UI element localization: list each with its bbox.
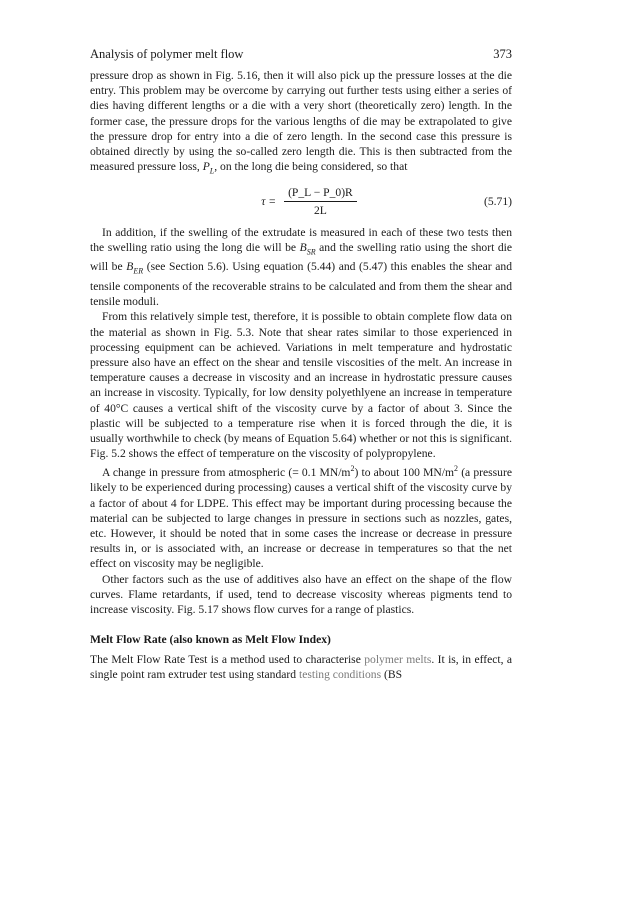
equation-formula [90,185,464,218]
paragraph-6: The Melt Flow Rate Test is a method used to characterise polymer melts. It is, in effect, a single point ram extruder test using standard testing conditions (BS [90,652,513,681]
equation-denominator: 2L [313,204,327,218]
paragraph-1: pressure drop as shown in Fig. 5.16, then it will also pick up the pressure losses at the die entry. This problem may be overcome by carrying out further tests using either a series of dies having different lengths or a die with a very short (theoretically zero) length. In the former case, the pressure drops for the various lengths of die may be extrapolated to give the pressure drop for entry into a die of zero length. In the second case this pressure is obtained directly by using the so-called zero length die. This is then subtracted from the measured pressure loss, $P_L$, on the long die being considered, so that [90,69,512,176]
page-number: 373 [493,47,512,61]
equation-lhs: τ = [261,195,277,209]
running-header [90,44,512,68]
running-title: Analysis of polymer melt flow [90,47,244,61]
paragraph-3: From this relatively simple test, therefore, it is possible to obtain complete flow data on the material as shown in Fig. 5.3. Note that shear rates similar to those experienced in processing equipment can be achieved. Variations in melt temperature and hydrostatic pressure also have an effect on the shear and tensile viscosities of the melt. An increase in temperature causes a decrease in viscosity and an increase in hydrostatic pressure causes an increase in viscosity. Typically, for low density polyethlyene an increase in temperature of 40°C causes a vertical shift of the viscosity curve by a factor of about 3. Since the plastic will be subjected to a temperature rise when it is forced through the die, it is usually worthwhile to check (by means of Equation 5.64) whether or not this is significant. Fig. 5.2 shows the effect of temperature on the viscosity of polypropylene. [90,310,512,461]
equation-numerator: (P_L − P_0)R [284,185,357,202]
section-heading: Melt Flow Rate (also known as Melt Flow Index) [90,633,331,647]
page [90,44,512,682]
paragraph-4: A change in pressure from atmospheric (= 0.1 $MN/m^2$) to about 100 $MN/m^2$ (a pressure likely to be experienced during processing) causes a vertical shift of the viscosity curve by a factor of about 4 for LDPE. This effect may be important during processing because the material can be subjected to large changes in pressure in sections such as nozzles, gates, etc. However, it should be noted that in some cases the increase or decrease in pressure results in, or is associated with, an increase or decrease in temperatures so that the net effect on viscosity may be negligible. [90,464,512,571]
paragraph-5: Other factors such as the use of additives also have an effect on the shape of the flow curves. Flame retardants, if used, tend to decrease viscosity whereas pigments tend to increase viscosity. Fig. 5.17 shows flow curves for a range of plastics. [90,572,512,617]
equation-number: (5.71) [483,195,512,209]
equation-fraction [284,185,357,218]
paragraph-2: In addition, if the swelling of the extrudate is measured in each of these two tests then the swelling ratio using the long die will be $B_{SR}$ and the swelling ratio using the short die will be $B_{ER}$ (see Section 5.6). Using equation (5.44) and (5.47) this enables the shear and tensile components of the recoverable strains to be calculated and from them the shear and tensile moduli. [90,225,513,309]
equation-5-71 [90,180,512,224]
